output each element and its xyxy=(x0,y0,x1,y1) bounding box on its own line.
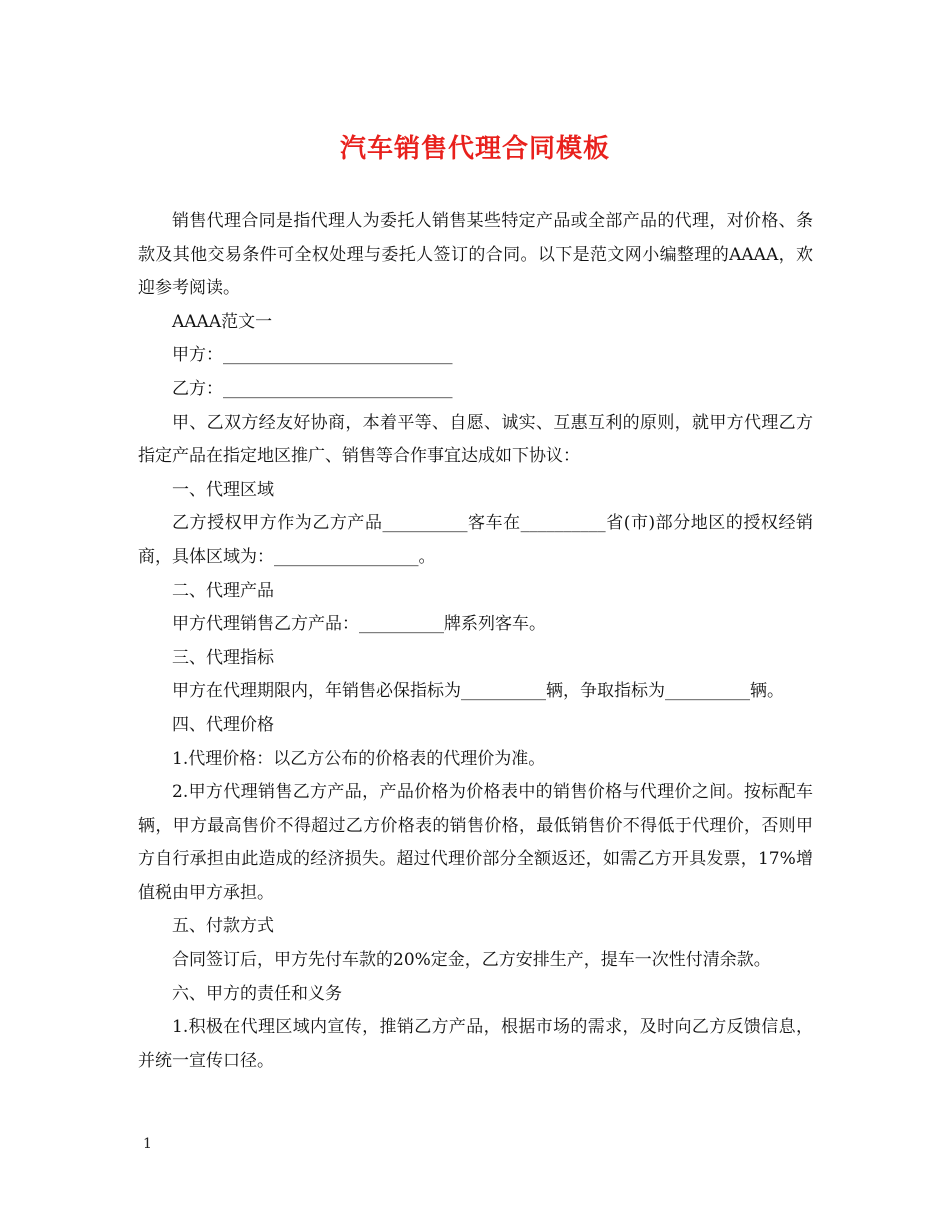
document-title: 汽车销售代理合同模板 xyxy=(339,134,610,164)
paragraph-party-a: 甲方：___________________________ xyxy=(172,345,453,366)
paragraph-duties-1: 1.积极在代理区域内宣传，推销乙方产品，根据市场的需求，及时向乙方反馈信息，并统一宣传口径。 xyxy=(138,1017,813,1071)
paragraph-region: 乙方授权甲方作为乙方产品__________客车在__________省(市)部分地区的授权经销商，具体区域为：_________________。 xyxy=(138,513,813,567)
paragraph-price-2: 2.甲方代理销售乙方产品，产品价格为价格表中的销售价格与代理价之间。按标配车辆，甲方最高售价不得超过乙方价格表的销售价格，最低销售价不得低于代理价，否则甲方自行承担由此造成的经济损失。超过代理价部分全额返还，如需乙方开具发票，17%增值税由甲方承担。 xyxy=(138,782,813,903)
section-heading-region: 一、代理区域 xyxy=(172,479,274,500)
paragraph-target: 甲方在代理期限内，年销售必保指标为__________辆，争取指标为__________辆。 xyxy=(172,681,784,702)
section-heading-price: 四、代理价格 xyxy=(172,714,274,735)
section-heading-duties: 六、甲方的责任和义务 xyxy=(172,983,342,1004)
document-body xyxy=(138,205,813,1078)
section-heading-target: 三、代理指标 xyxy=(172,647,274,668)
paragraph-intro: 销售代理合同是指代理人为委托人销售某些特定产品或全部产品的代理，对价格、条款及其他交易条件可全权处理与委托人签订的合同。以下是范文网小编整理的AAAA，欢迎参考阅读。 xyxy=(138,211,813,299)
paragraph-sample-heading: AAAA范文一 xyxy=(172,311,273,332)
paragraph-payment: 合同签订后，甲方先付车款的20%定金，乙方安排生产，提车一次性付清余款。 xyxy=(172,950,771,971)
page-number: 1 xyxy=(143,1136,152,1152)
paragraph-agreement: 甲、乙双方经友好协商，本着平等、自愿、诚实、互惠互利的原则，就甲方代理乙方指定产品在指定地区推广、销售等合作事宜达成如下协议： xyxy=(138,412,813,467)
paragraph-price-1: 1.代理价格：以乙方公布的价格表的代理价为准。 xyxy=(172,748,546,769)
paragraph-product: 甲方代理销售乙方产品：__________牌系列客车。 xyxy=(172,614,546,635)
section-heading-product: 二、代理产品 xyxy=(172,580,274,601)
section-heading-payment: 五、付款方式 xyxy=(172,916,274,937)
paragraph-party-b: 乙方：___________________________ xyxy=(172,378,453,399)
